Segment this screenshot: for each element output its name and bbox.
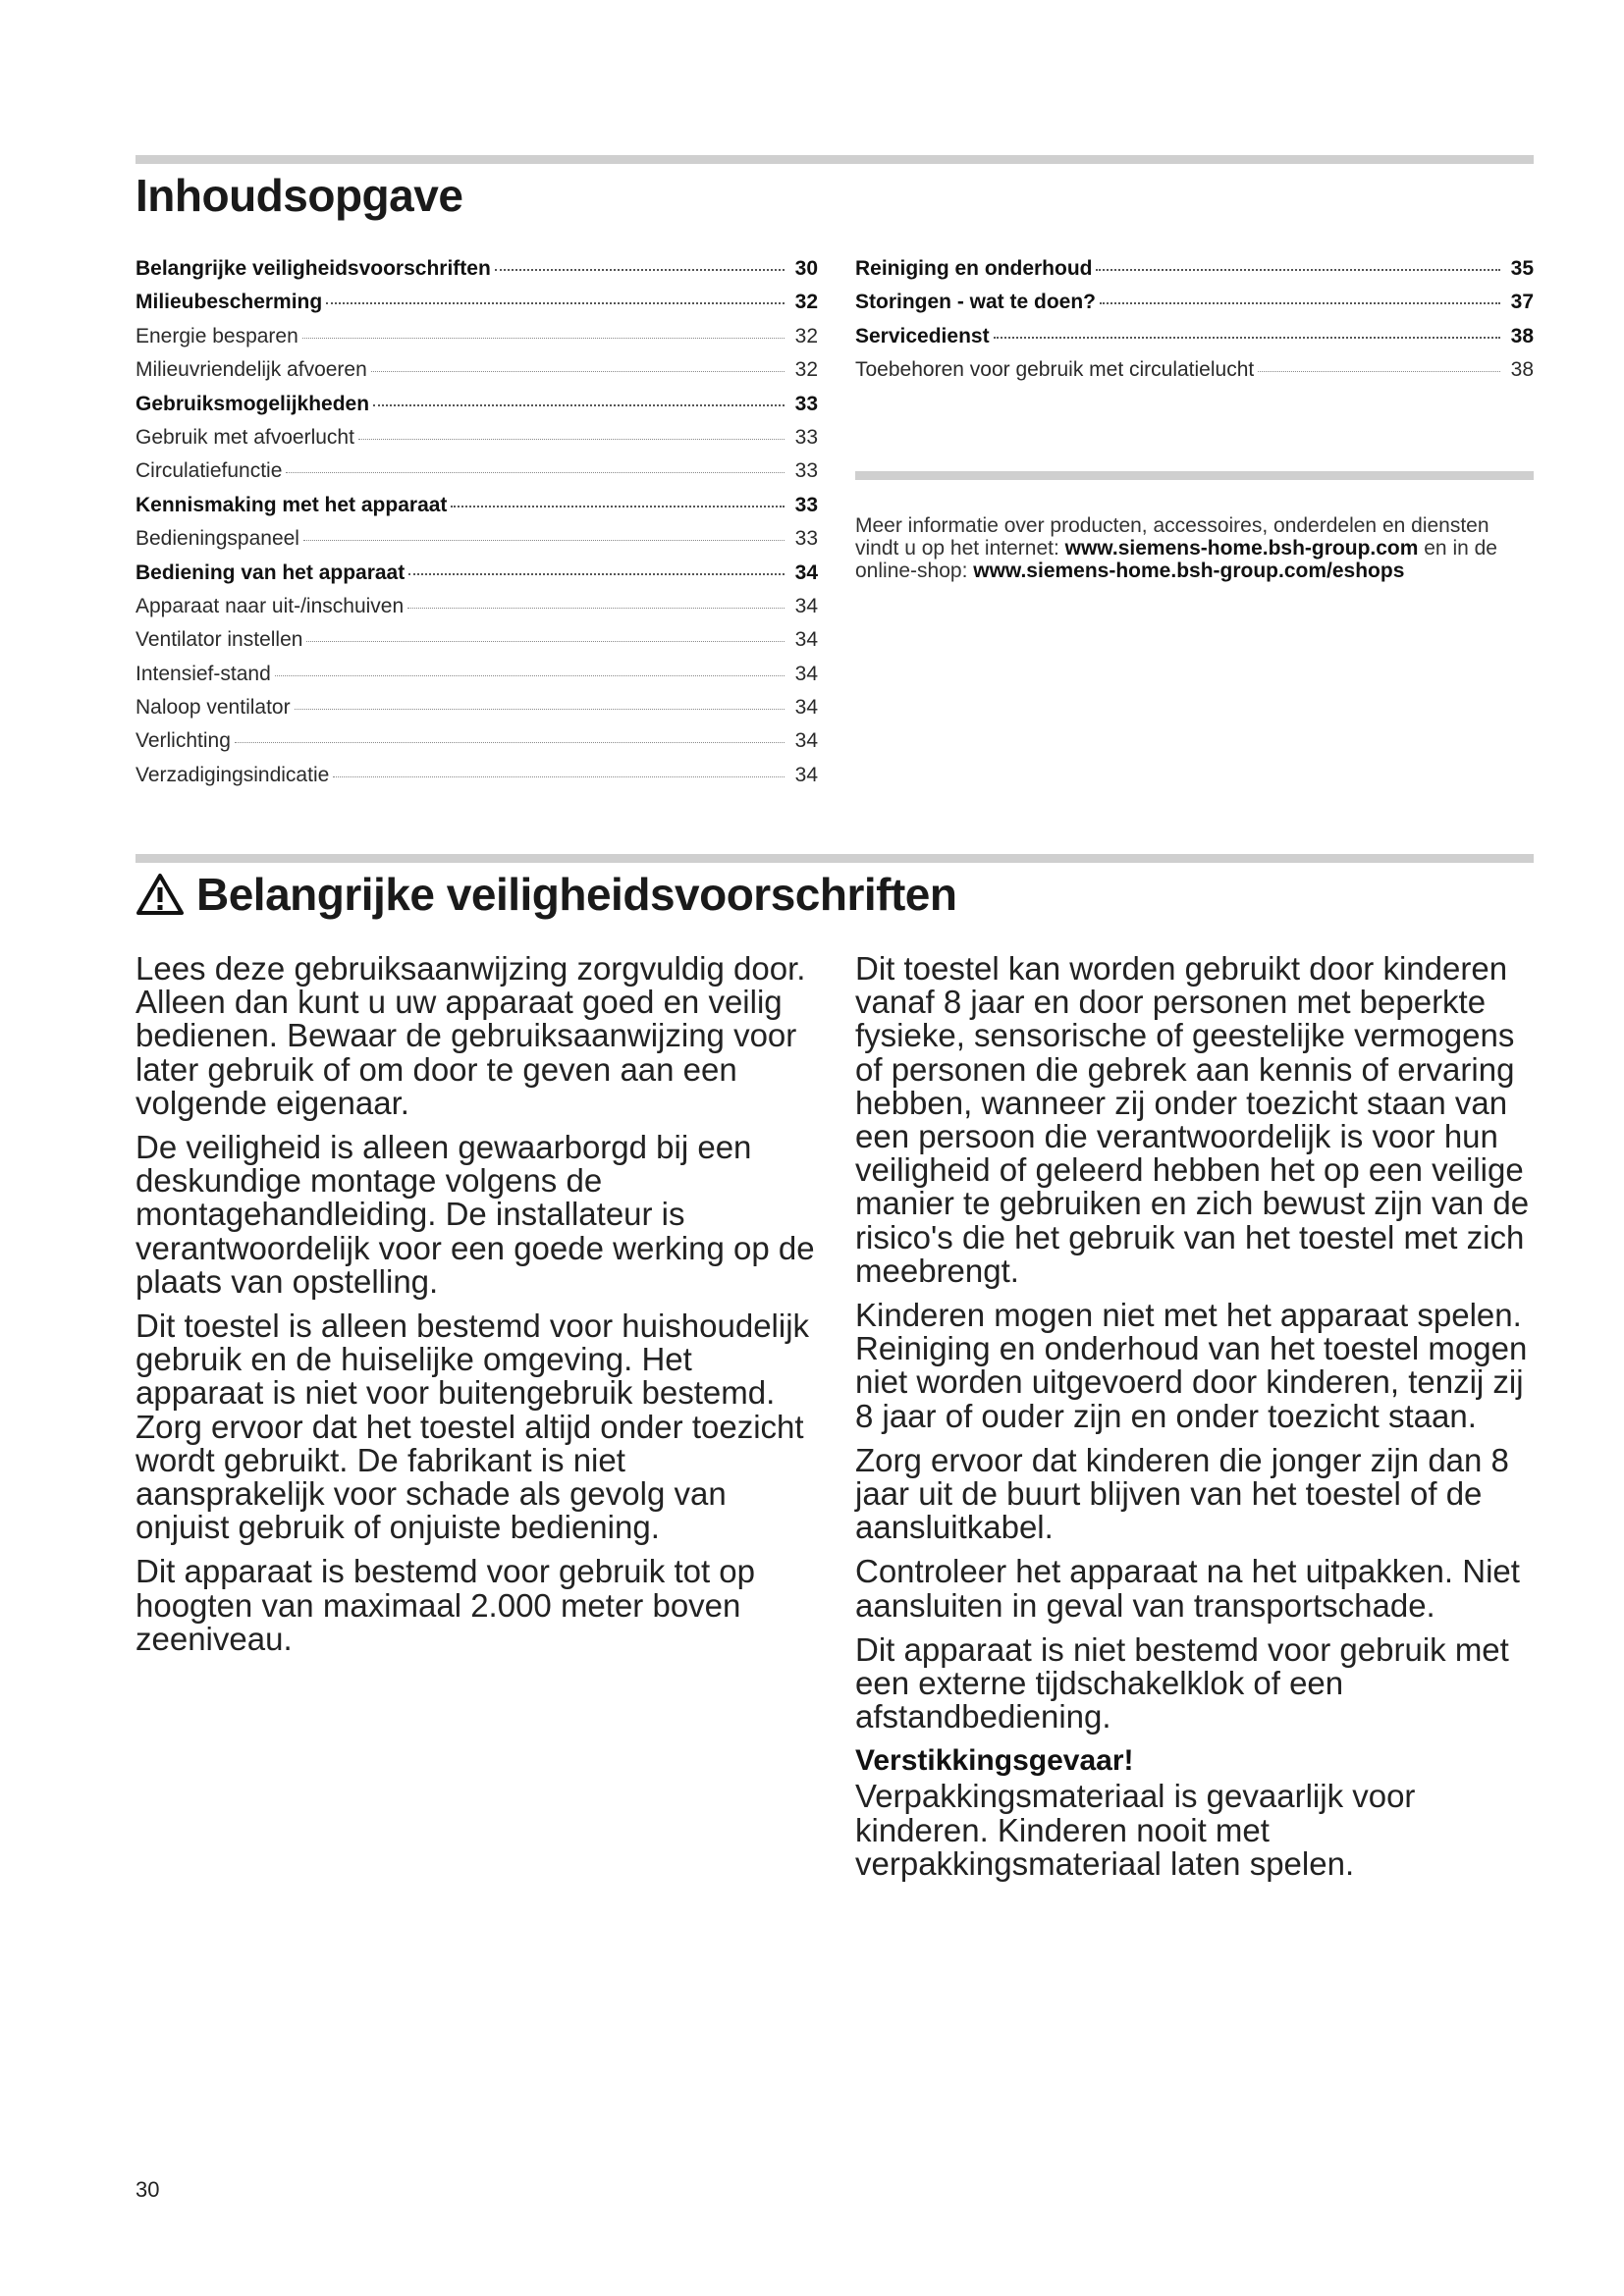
- toc-entry-page: 33: [794, 392, 818, 415]
- toc-entry[interactable]: [135, 459, 818, 493]
- toc-entry-page: 32: [794, 291, 818, 314]
- toc-entry-label: Apparaat naar uit-/inschuiven: [135, 594, 405, 617]
- toc-entry-page: 30: [794, 257, 818, 280]
- toc-title: Inhoudsopgave: [135, 170, 463, 221]
- toc-entry[interactable]: [135, 729, 818, 763]
- toc-entry[interactable]: [135, 595, 818, 628]
- info-text-2: en in de online-shop:: [855, 537, 1497, 582]
- toc-entry-label: Milieubescherming: [135, 291, 323, 314]
- toc-leader-dots: [373, 404, 785, 406]
- toc-entry-label: Bedieningspaneel: [135, 527, 299, 551]
- toc-entry[interactable]: [135, 764, 818, 797]
- safety-paragraph: Zorg ervoor dat kinderen die jonger zijn dan 8 jaar uit de buurt blijven van het toestel of de aansluitkabel.: [855, 1441, 1509, 1546]
- safety-paragraph: De veiligheid is alleen gewaarborgd bij een deskundige montage volgens de montagehandleiding. De installateur is verantwoordelijk voor een goede werking op de plaats van opstelling.: [135, 1129, 815, 1300]
- toc-entry-label: Verlichting: [135, 729, 231, 753]
- toc-entry[interactable]: [855, 257, 1534, 291]
- toc-right-column: [855, 257, 1534, 393]
- toc-entry-label: Kennismaking met het apparaat: [135, 493, 448, 516]
- toc-entry-label: Verzadigingsindicatie: [135, 763, 330, 786]
- toc-entry-label: Ventilator instellen: [135, 628, 303, 652]
- safety-paragraph: Controleer het apparaat na het uitpakken. Niet aansluiten in geval van transportschade.: [855, 1553, 1520, 1624]
- toc-entry-page: 34: [794, 662, 818, 685]
- toc-leader-dots: [303, 540, 785, 541]
- warning-triangle-icon: [135, 873, 185, 916]
- safety-paragraph: Dit apparaat is niet bestemd voor gebruik met een externe tijdschakelklok of een afstandbediening.: [855, 1630, 1509, 1735]
- toc-entry[interactable]: [135, 426, 818, 459]
- safety-right-column: [855, 952, 1543, 1892]
- toc-entry-page: 38: [1510, 324, 1534, 347]
- toc-entry-label: Milieuvriendelijk afvoeren: [135, 358, 367, 382]
- safety-paragraph: Lees deze gebruiksaanwijzing zorgvuldig door. Alleen dan kunt u uw apparaat goed en veilig bedienen. Bewaar de gebruiksaanwijzing voor later gebruik of om door te geven aan een volgende eigenaar.: [135, 950, 806, 1121]
- toc-leader-dots: [275, 675, 785, 676]
- toc-leader-dots: [1100, 302, 1500, 304]
- toc-leader-dots: [286, 472, 785, 473]
- toc-entry-label: Belangrijke veiligheidsvoorschriften: [135, 257, 491, 280]
- toc-entry-label: Energie besparen: [135, 324, 298, 347]
- toc-entry[interactable]: [855, 358, 1534, 392]
- toc-entry-page: 33: [794, 459, 818, 483]
- toc-entry[interactable]: [135, 494, 818, 527]
- toc-entry[interactable]: [855, 325, 1534, 358]
- toc-leader-dots: [408, 573, 785, 575]
- toc-entry-page: 33: [794, 425, 818, 449]
- safety-title-text: Belangrijke veiligheidsvoorschriften: [196, 869, 957, 920]
- toc-entry-page: 34: [794, 696, 818, 720]
- safety-paragraph: Kinderen mogen niet met het apparaat spelen. Reiniging en onderhoud van het toestel mogen niet worden uitgevoerd door kinderen, tenzij zij 8 jaar of ouder zijn en onder toezicht staan.: [855, 1297, 1528, 1434]
- toc-entry[interactable]: [135, 527, 818, 561]
- toc-entry-page: 32: [794, 324, 818, 347]
- toc-leader-dots: [451, 506, 785, 507]
- toc-entry[interactable]: [135, 561, 818, 595]
- toc-leader-dots: [495, 269, 785, 271]
- toc-leader-dots: [1258, 371, 1500, 372]
- toc-entry[interactable]: [135, 291, 818, 324]
- safety-paragraph: Dit toestel is alleen bestemd voor huishoudelijk gebruik en de huiselijke omgeving. Het apparaat is niet voor buitengebruik bestemd. Zorg ervoor dat het toestel altijd onder toezicht wordt gebruikt. De fabrikant is niet aansprakelijk voor schade als gevolg van onjuist gebruik of onjuiste bediening.: [135, 1308, 810, 1546]
- toc-entry-label: Bediening van het apparaat: [135, 561, 406, 584]
- info-text-1: Meer informatie over producten, accessoires, onderdelen en diensten vindt u op het internet:: [855, 514, 1489, 560]
- toc-leader-dots: [326, 302, 785, 304]
- toc-entry[interactable]: [135, 257, 818, 291]
- toc-entry[interactable]: [135, 628, 818, 662]
- safety-divider: [135, 854, 1534, 863]
- toc-entry-page: 32: [794, 358, 818, 382]
- toc-entry-label: Toebehoren voor gebruik met circulatielucht: [855, 358, 1255, 382]
- toc-entry-page: 38: [1510, 358, 1534, 382]
- toc-entry[interactable]: [855, 291, 1534, 324]
- safety-title: [135, 868, 956, 921]
- suffocation-heading: Verstikkingsgevaar!: [855, 1744, 1134, 1778]
- toc-entry-label: Circulatiefunctie: [135, 459, 283, 483]
- toc-left-column: [135, 257, 818, 797]
- toc-entry-page: 33: [794, 527, 818, 551]
- toc-leader-dots: [358, 439, 785, 440]
- toc-entry-label: Gebruik met afvoerlucht: [135, 425, 354, 449]
- toc-entry[interactable]: [135, 696, 818, 729]
- toc-entry-label: Reiniging en onderhoud: [855, 257, 1093, 280]
- toc-entry[interactable]: [135, 358, 818, 392]
- toc-entry-page: 33: [794, 493, 818, 516]
- toc-entry-page: 34: [794, 594, 818, 617]
- toc-entry-label: Naloop ventilator: [135, 696, 291, 720]
- toc-entry-page: 34: [794, 628, 818, 652]
- toc-entry-label: Intensief-stand: [135, 662, 271, 685]
- toc-entry-label: Storingen - wat te doen?: [855, 291, 1096, 314]
- toc-leader-dots: [306, 641, 785, 642]
- toc-leader-dots: [1096, 269, 1500, 271]
- toc-leader-dots: [371, 371, 785, 372]
- toc-entry-label: Gebruiksmogelijkheden: [135, 392, 370, 415]
- toc-leader-dots: [994, 337, 1500, 339]
- toc-entry-label: Servicedienst: [855, 324, 990, 347]
- info-divider: [855, 471, 1534, 480]
- safety-paragraph: Dit toestel kan worden gebruikt door kinderen vanaf 8 jaar en door personen met beperkte fysieke, sensorische of geestelijke vermogens of personen die gebrek aan kennis of ervaring hebben, wanneer zij onder toezicht staan van een persoon die verantwoordelijk is voor hun veiligheid of geleerd hebben het op een veilige manier te gebruiken en zich bewust zijn van de risico's die het gebruik van het toestel met zich meebrengt.: [855, 950, 1530, 1289]
- page-number: 30: [135, 2177, 160, 2202]
- info-link-eshop[interactable]: www.siemens-home.bsh-group.com/eshops: [973, 560, 1405, 582]
- safety-paragraph: Dit apparaat is bestemd voor gebruik tot op hoogten van maximaal 2.000 meter boven zeeniveau.: [135, 1553, 756, 1657]
- toc-entry-page: 34: [794, 763, 818, 786]
- toc-leader-dots: [295, 709, 785, 710]
- top-divider: [135, 155, 1534, 164]
- more-info-note: [855, 514, 1523, 582]
- toc-entry-page: 35: [1510, 257, 1534, 280]
- toc-leader-dots: [302, 338, 785, 339]
- toc-entry[interactable]: [135, 663, 818, 696]
- toc-entry[interactable]: [135, 325, 818, 358]
- toc-entry-page: 34: [794, 729, 818, 753]
- toc-entry[interactable]: [135, 393, 818, 426]
- info-link-website[interactable]: www.siemens-home.bsh-group.com: [1064, 537, 1419, 560]
- suffocation-text: Verpakkingsmateriaal is gevaarlijk voor kinderen. Kinderen nooit met verpakkingsmateriaal laten spelen.: [855, 1778, 1416, 1882]
- safety-left-column: [135, 952, 823, 1667]
- toc-entry-page: 34: [794, 561, 818, 584]
- toc-entry-page: 37: [1510, 291, 1534, 314]
- toc-leader-dots: [407, 608, 785, 609]
- toc-leader-dots: [333, 776, 785, 777]
- toc-leader-dots: [235, 742, 785, 743]
